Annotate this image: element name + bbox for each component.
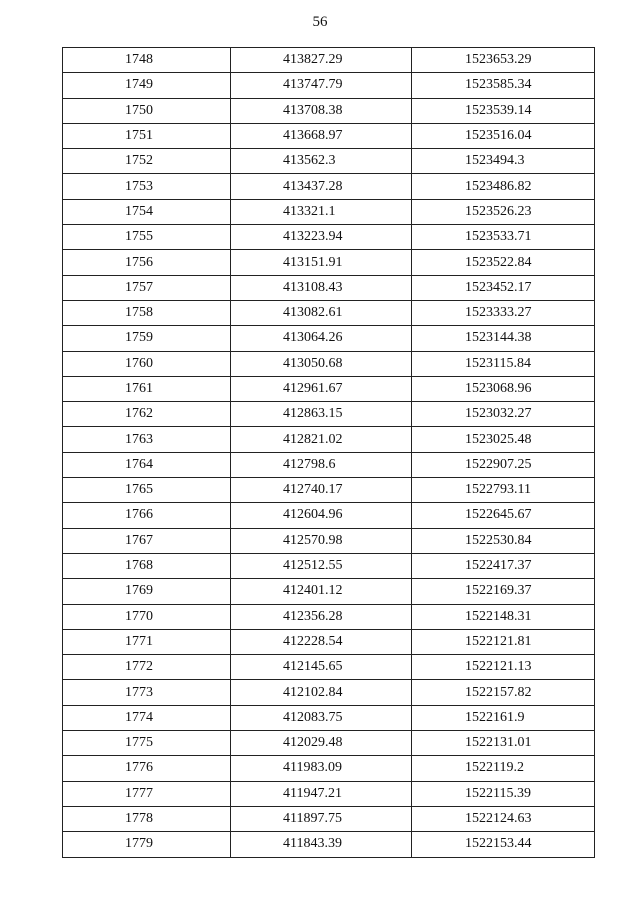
table-row: [63, 756, 595, 781]
point-number-cell: 1776: [63, 756, 231, 781]
table-row: [63, 528, 595, 553]
y-coordinate-cell: 1523516.04: [412, 123, 595, 148]
table-row: [63, 73, 595, 98]
x-coordinate-cell: 412821.02: [231, 427, 412, 452]
y-coordinate-cell: 1523533.71: [412, 225, 595, 250]
table-row: [63, 48, 595, 73]
point-number-cell: 1749: [63, 73, 231, 98]
y-coordinate-cell: 1522121.13: [412, 655, 595, 680]
y-coordinate-cell: 1523486.82: [412, 174, 595, 199]
y-coordinate-cell: 1522131.01: [412, 731, 595, 756]
y-coordinate-cell: 1523539.14: [412, 98, 595, 123]
y-coordinate-cell: 1523032.27: [412, 402, 595, 427]
y-coordinate-cell: 1522530.84: [412, 528, 595, 553]
table-row: [63, 149, 595, 174]
point-number-cell: 1750: [63, 98, 231, 123]
table-row: [63, 326, 595, 351]
y-coordinate-cell: 1523144.38: [412, 326, 595, 351]
x-coordinate-cell: 411983.09: [231, 756, 412, 781]
x-coordinate-cell: 411947.21: [231, 781, 412, 806]
table-row: [63, 427, 595, 452]
table-row: [63, 655, 595, 680]
y-coordinate-cell: 1522153.44: [412, 832, 595, 857]
y-coordinate-cell: 1523115.84: [412, 351, 595, 376]
y-coordinate-cell: 1522121.81: [412, 629, 595, 654]
table-row: [63, 275, 595, 300]
x-coordinate-cell: 412961.67: [231, 376, 412, 401]
y-coordinate-cell: 1522157.82: [412, 680, 595, 705]
page-number: 56: [312, 14, 328, 30]
table-row: [63, 402, 595, 427]
table-row: [63, 452, 595, 477]
y-coordinate-cell: 1523526.23: [412, 199, 595, 224]
point-number-cell: 1778: [63, 806, 231, 831]
point-number-cell: 1754: [63, 199, 231, 224]
point-number-cell: 1761: [63, 376, 231, 401]
point-number-cell: 1765: [63, 478, 231, 503]
table-row: [63, 250, 595, 275]
x-coordinate-cell: 413321.1: [231, 199, 412, 224]
point-number-cell: 1772: [63, 655, 231, 680]
point-number-cell: 1753: [63, 174, 231, 199]
table-row: [63, 604, 595, 629]
y-coordinate-cell: 1522907.25: [412, 452, 595, 477]
x-coordinate-cell: 412863.15: [231, 402, 412, 427]
x-coordinate-cell: 412604.96: [231, 503, 412, 528]
point-number-cell: 1770: [63, 604, 231, 629]
point-number-cell: 1758: [63, 300, 231, 325]
table-body: [63, 48, 595, 858]
point-number-cell: 1759: [63, 326, 231, 351]
table-row: [63, 478, 595, 503]
point-number-cell: 1767: [63, 528, 231, 553]
x-coordinate-cell: 412145.65: [231, 655, 412, 680]
x-coordinate-cell: 413668.97: [231, 123, 412, 148]
y-coordinate-cell: 1523585.34: [412, 73, 595, 98]
x-coordinate-cell: 412740.17: [231, 478, 412, 503]
y-coordinate-cell: 1522119.2: [412, 756, 595, 781]
point-number-cell: 1757: [63, 275, 231, 300]
point-number-cell: 1760: [63, 351, 231, 376]
point-number-cell: 1748: [63, 48, 231, 73]
x-coordinate-cell: 412083.75: [231, 705, 412, 730]
y-coordinate-cell: 1522417.37: [412, 553, 595, 578]
point-number-cell: 1777: [63, 781, 231, 806]
table-row: [63, 199, 595, 224]
x-coordinate-cell: 413437.28: [231, 174, 412, 199]
table-row: [63, 832, 595, 857]
table-row: [63, 351, 595, 376]
x-coordinate-cell: 413562.3: [231, 149, 412, 174]
point-number-cell: 1751: [63, 123, 231, 148]
x-coordinate-cell: 412356.28: [231, 604, 412, 629]
point-number-cell: 1775: [63, 731, 231, 756]
y-coordinate-cell: 1522124.63: [412, 806, 595, 831]
point-number-cell: 1752: [63, 149, 231, 174]
point-number-cell: 1768: [63, 553, 231, 578]
point-number-cell: 1774: [63, 705, 231, 730]
x-coordinate-cell: 413108.43: [231, 275, 412, 300]
x-coordinate-cell: 412228.54: [231, 629, 412, 654]
x-coordinate-cell: 411843.39: [231, 832, 412, 857]
x-coordinate-cell: 413827.29: [231, 48, 412, 73]
y-coordinate-cell: 1523653.29: [412, 48, 595, 73]
table-row: [63, 225, 595, 250]
table-row: [63, 98, 595, 123]
table-row: [63, 806, 595, 831]
x-coordinate-cell: 413064.26: [231, 326, 412, 351]
y-coordinate-cell: 1523452.17: [412, 275, 595, 300]
y-coordinate-cell: 1522115.39: [412, 781, 595, 806]
table-row: [63, 680, 595, 705]
table-row: [63, 553, 595, 578]
x-coordinate-cell: 413747.79: [231, 73, 412, 98]
x-coordinate-cell: 412512.55: [231, 553, 412, 578]
x-coordinate-cell: 412401.12: [231, 579, 412, 604]
point-number-cell: 1769: [63, 579, 231, 604]
x-coordinate-cell: 413050.68: [231, 351, 412, 376]
table-row: [63, 731, 595, 756]
y-coordinate-cell: 1522148.31: [412, 604, 595, 629]
y-coordinate-cell: 1522169.37: [412, 579, 595, 604]
point-number-cell: 1771: [63, 629, 231, 654]
table-row: [63, 503, 595, 528]
y-coordinate-cell: 1522793.11: [412, 478, 595, 503]
table-row: [63, 123, 595, 148]
coordinates-table: [62, 47, 595, 858]
table-row: [63, 629, 595, 654]
y-coordinate-cell: 1523025.48: [412, 427, 595, 452]
x-coordinate-cell: 413082.61: [231, 300, 412, 325]
point-number-cell: 1756: [63, 250, 231, 275]
x-coordinate-cell: 412029.48: [231, 731, 412, 756]
x-coordinate-cell: 412570.98: [231, 528, 412, 553]
table-row: [63, 376, 595, 401]
point-number-cell: 1762: [63, 402, 231, 427]
point-number-cell: 1764: [63, 452, 231, 477]
point-number-cell: 1755: [63, 225, 231, 250]
y-coordinate-cell: 1523068.96: [412, 376, 595, 401]
x-coordinate-cell: 412102.84: [231, 680, 412, 705]
y-coordinate-cell: 1522161.9: [412, 705, 595, 730]
x-coordinate-cell: 413708.38: [231, 98, 412, 123]
x-coordinate-cell: 413151.91: [231, 250, 412, 275]
table-row: [63, 300, 595, 325]
point-number-cell: 1773: [63, 680, 231, 705]
y-coordinate-cell: 1522645.67: [412, 503, 595, 528]
x-coordinate-cell: 412798.6: [231, 452, 412, 477]
y-coordinate-cell: 1523333.27: [412, 300, 595, 325]
point-number-cell: 1766: [63, 503, 231, 528]
table-row: [63, 705, 595, 730]
table-row: [63, 579, 595, 604]
point-number-cell: 1763: [63, 427, 231, 452]
table-row: [63, 781, 595, 806]
table-row: [63, 174, 595, 199]
point-number-cell: 1779: [63, 832, 231, 857]
y-coordinate-cell: 1523522.84: [412, 250, 595, 275]
x-coordinate-cell: 411897.75: [231, 806, 412, 831]
y-coordinate-cell: 1523494.3: [412, 149, 595, 174]
x-coordinate-cell: 413223.94: [231, 225, 412, 250]
